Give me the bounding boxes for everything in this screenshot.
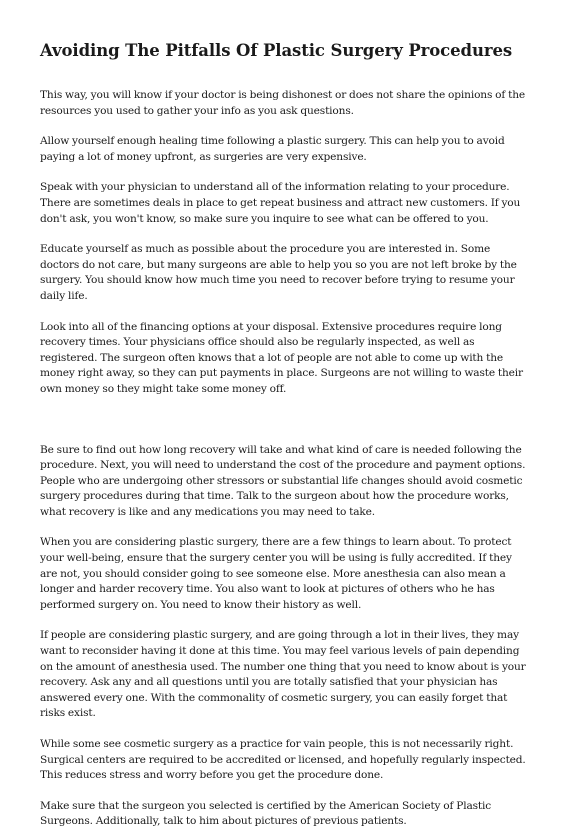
document-page [40, 40, 528, 830]
paragraph-8: If people are considering plastic surgery, and are going through a lot in their lives, they may want to reconsider having it done at this time. You may feel various levels of pain depending on the amount of anesthesia used. The number one thing that you need to know about is your recovery. Ask any and all questions until you are totally satisfied that your physician has answered every one. With the commonality of cosmetic surgery, you can easily forget that risks exist. [40, 629, 526, 720]
paragraph-10: Make sure that the surgeon you selected is certified by the American Society of Plastic Surgeons. Additionally, talk to him about pictures of previous patients. [40, 799, 492, 828]
paragraph-5: Look into all of the financing options at your disposal. Extensive procedures require long recovery times. Your physicians office should also be regularly inspected, as well as registered. The surgeon often knows that a lot of people are not able to come up with the money right away, so they can put payments in place. Surgeons are not willing to waste their own money so they might take some money off. [40, 320, 523, 395]
paragraph-6: Be sure to find out how long recovery will take and what kind of care is needed following the procedure. Next, you will need to understand the cost of the procedure and payment options. People who are undergoing other stressors or substantial life changes should avoid cosmetic surgery procedures during that time. Talk to the surgeon about how the procedure works, what recovery is like and any medications you may need to take. [40, 443, 526, 518]
paragraph-1: This way, you will know if your doctor is being dishonest or does not share the opinions of the resources you used to gather your info as you ask questions. [40, 89, 525, 117]
paragraph-2: Allow yourself enough healing time following a plastic surgery. This can help you to avoid paying a lot of money upfront, as surgeries are very expensive. [40, 135, 505, 163]
paragraph-4: Educate yourself as much as possible about the procedure you are interested in. Some doctors do not care, but many surgeons are able to help you so you are not left broke by the surgery. You should know how much time you need to recover before trying to resume your daily life. [40, 243, 517, 302]
paragraph-7: When you are considering plastic surgery, there are a few things to learn about. To protect your well-being, ensure that the surgery center you will be using is fully accredited. If they are not, you should consider going to see someone else. More anesthesia can also mean a longer and harder recovery time. You also want to look at pictures of others who he has performed surgery on. You need to know their history as well. [40, 536, 512, 611]
document-title: Avoiding The Pitfalls Of Plastic Surgery Procedures [40, 41, 513, 60]
paragraph-9: While some see cosmetic surgery as a practice for vain people, this is not necessarily right. Surgical centers are required to be accredited or licensed, and hopefully regularly inspected. This reduces stress and worry before you get the procedure done. [40, 738, 526, 782]
paragraph-3: Speak with your physician to understand all of the information relating to your procedure. There are sometimes deals in place to get repeat business and attract new customers. If you don't ask, you won't know, so make sure you inquire to see what can be offered to you. [40, 181, 521, 225]
